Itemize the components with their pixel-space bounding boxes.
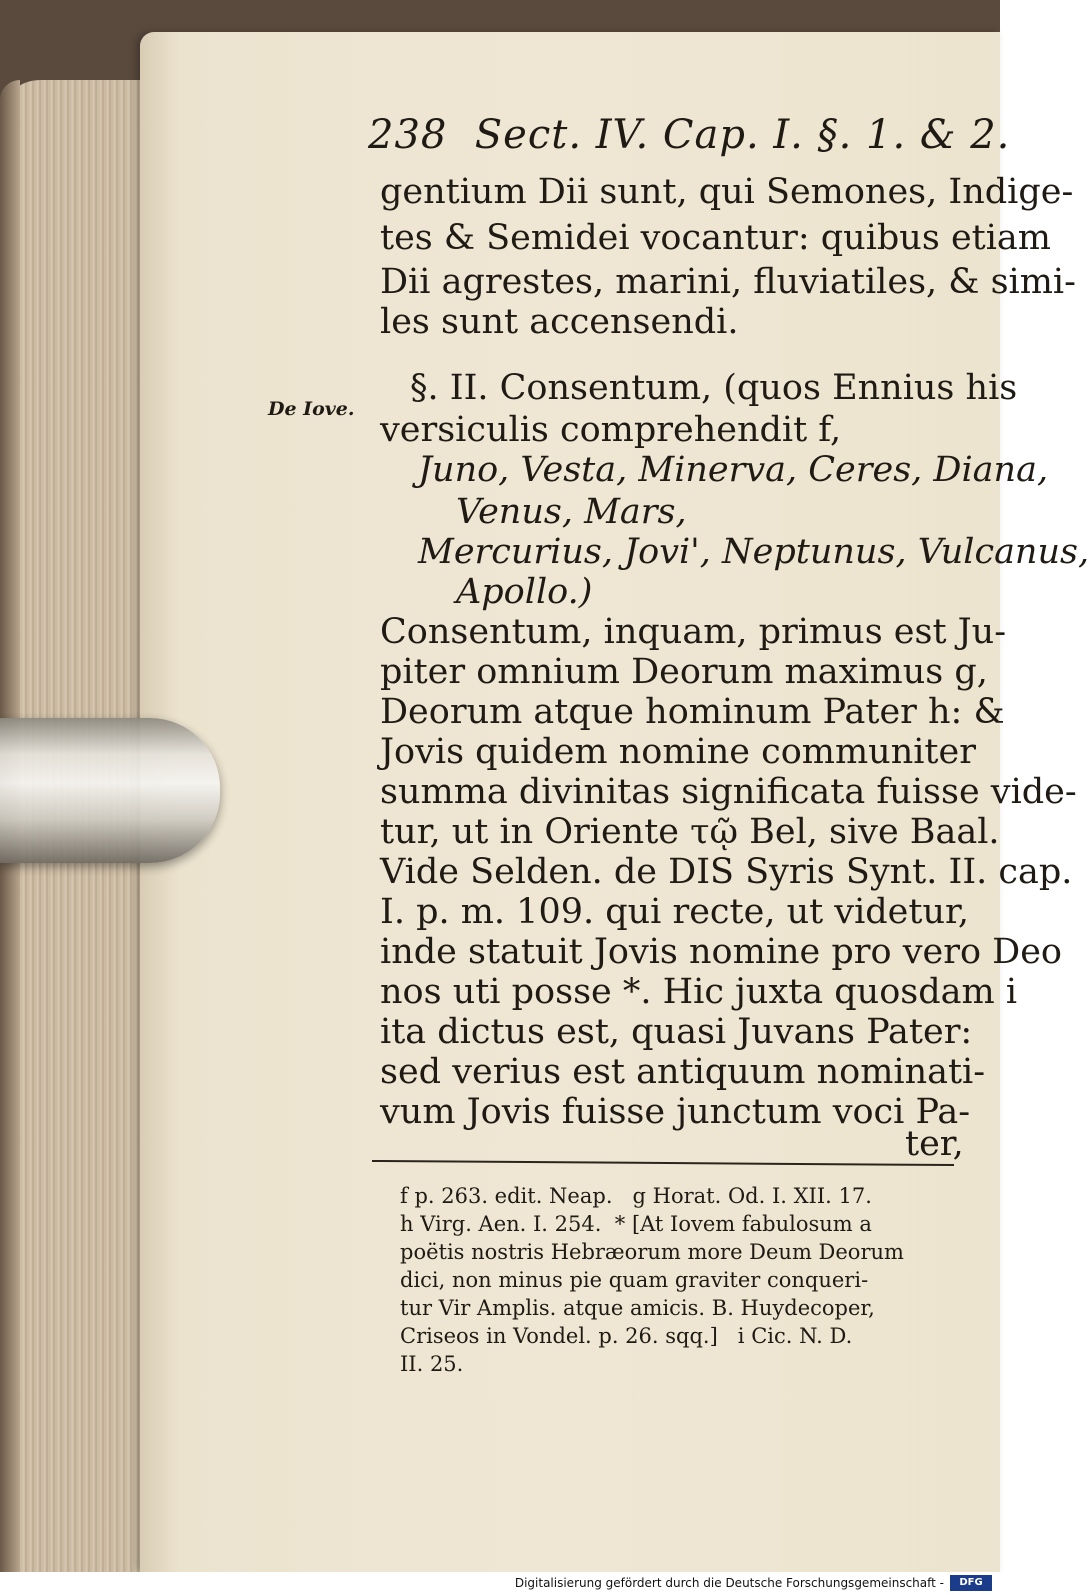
body-line: §. II. Consentum, (quos Ennius his [410, 368, 1018, 408]
body-line: Vide Selden. de DIS Syris Synt. II. cap. [380, 852, 1073, 892]
footnote-line: II. 25. [400, 1352, 464, 1376]
margin-note: De Iove. [268, 398, 355, 420]
footnote-line: h Virg. Aen. I. 254. * [At Iovem fabulosum a [400, 1212, 872, 1236]
verse-line: Venus, Mars, [456, 492, 687, 532]
body-line: Consentum, inquam, primus est Ju- [380, 612, 1007, 652]
body-line: piter omnium Deorum maximus g, [380, 652, 988, 692]
footnote-line: f p. 263. edit. Neap. g Horat. Od. I. XII. 17. [400, 1184, 872, 1208]
dfg-logo[interactable]: DFG [950, 1575, 992, 1591]
body-line: tur, ut in Oriente τῷ Bel, sive Baal. [380, 812, 1000, 852]
footer-bar [0, 1572, 1000, 1595]
body-line: Jovis quidem nomine communiter [380, 732, 976, 772]
verse-line: Juno, Vesta, Minerva, Ceres, Diana, [418, 450, 1049, 490]
digitization-credit: Digitalisierung gefördert durch die Deutsche Forschungsgemeinschaft - [514, 1576, 944, 1590]
footnote-line: Criseos in Vondel. p. 26. sqq.] i Cic. N. D. [400, 1324, 853, 1348]
body-line: Deorum atque hominum Pater h: & [380, 692, 1005, 732]
page-header: 238 Sect. IV. Cap. I. §. 1. & 2. [368, 112, 1011, 158]
footnote-line: tur Vir Amplis. atque amicis. B. Huydecoper, [400, 1296, 875, 1320]
page-clip [0, 718, 220, 863]
body-line: I. p. m. 109. qui recte, ut videtur, [380, 892, 970, 932]
body-line: nos uti posse *. Hic juxta quosdam i [380, 972, 1018, 1012]
body-line: tes & Semidei vocantur: quibus etiam [380, 218, 1051, 258]
footnote-line: dici, non minus pie quam graviter conqueri- [400, 1268, 869, 1292]
verse-line: Mercurius, Jovi', Neptunus, Vulcanus, [418, 532, 1089, 572]
body-line: les sunt accensendi. [380, 302, 739, 342]
body-line: inde statuit Jovis nomine pro vero Deo [380, 932, 1062, 972]
body-line: ita dictus est, quasi Juvans Pater: [380, 1012, 973, 1052]
body-line: gentium Dii sunt, qui Semones, Indige- [380, 172, 1074, 212]
catchword: ter, [905, 1124, 964, 1164]
body-line: sed verius est antiquum nominati- [380, 1052, 986, 1092]
body-line: versiculis comprehendit f, [380, 410, 842, 450]
body-line: Dii agrestes, marini, fluviatiles, & simi- [380, 262, 1076, 302]
verse-line: Apollo.) [456, 572, 593, 612]
footnote-line: poëtis nostris Hebræorum more Deum Deorum [400, 1240, 904, 1264]
body-line: vum Jovis fuisse junctum voci Pa- [380, 1092, 971, 1132]
body-line: summa divinitas significata fuisse vide- [380, 772, 1077, 812]
